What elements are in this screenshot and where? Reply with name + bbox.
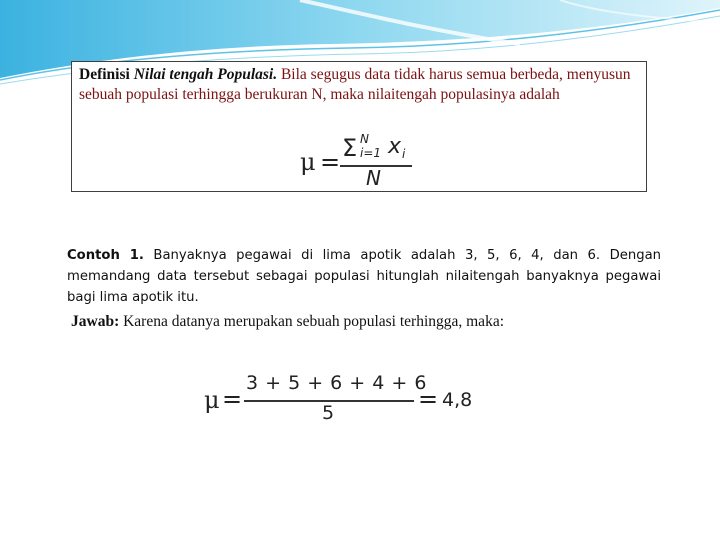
denominator-n: N: [366, 166, 381, 190]
answer-text: Karena datanya merupakan sebuah populasi terhingga, maka:: [119, 313, 505, 330]
calc-equals-sign-2: =: [418, 385, 439, 413]
calc-numerator: 3 + 5 + 6 + 4 + 6: [246, 372, 427, 394]
definition-body: Bila segugus data tidak harus semua berbeda, menyusun sebuah populasi terhingga berukuran N, maka nilaitengah populasinya adalah: [79, 66, 631, 103]
sigma-subscript: i=1: [360, 146, 382, 160]
calc-result: 4,8: [442, 389, 473, 411]
sigma-superscript: N: [360, 132, 369, 146]
definition-box: [71, 61, 647, 192]
calc-denominator: 5: [322, 402, 335, 424]
definition-text: [79, 65, 644, 105]
equals-sign: =: [320, 148, 341, 176]
definition-term-prefix: Definisi: [79, 66, 134, 83]
variable-subscript: i: [402, 147, 406, 161]
variable-x: x: [388, 134, 402, 159]
calc-mu-symbol: μ: [204, 386, 220, 414]
calc-equals-sign: =: [222, 385, 243, 413]
answer-label: Jawab:: [71, 313, 120, 330]
mu-symbol: μ: [300, 148, 316, 176]
example-label: Contoh 1.: [67, 248, 144, 263]
answer-line: [71, 312, 671, 332]
example-text: Banyaknya pegawai di lima apotik adalah 3, 5, 6, 4, dan 6. Dengan memandang data tersebut sebagai populasi hitunglah nilaitengah banyaknya pegawai bagi lima apotik itu.: [67, 248, 662, 305]
example-paragraph: [67, 245, 661, 308]
definition-term-italic: Nilai tengah Populasi.: [133, 66, 278, 83]
definition-term: [79, 66, 277, 83]
sigma-symbol: Σ: [342, 134, 358, 162]
